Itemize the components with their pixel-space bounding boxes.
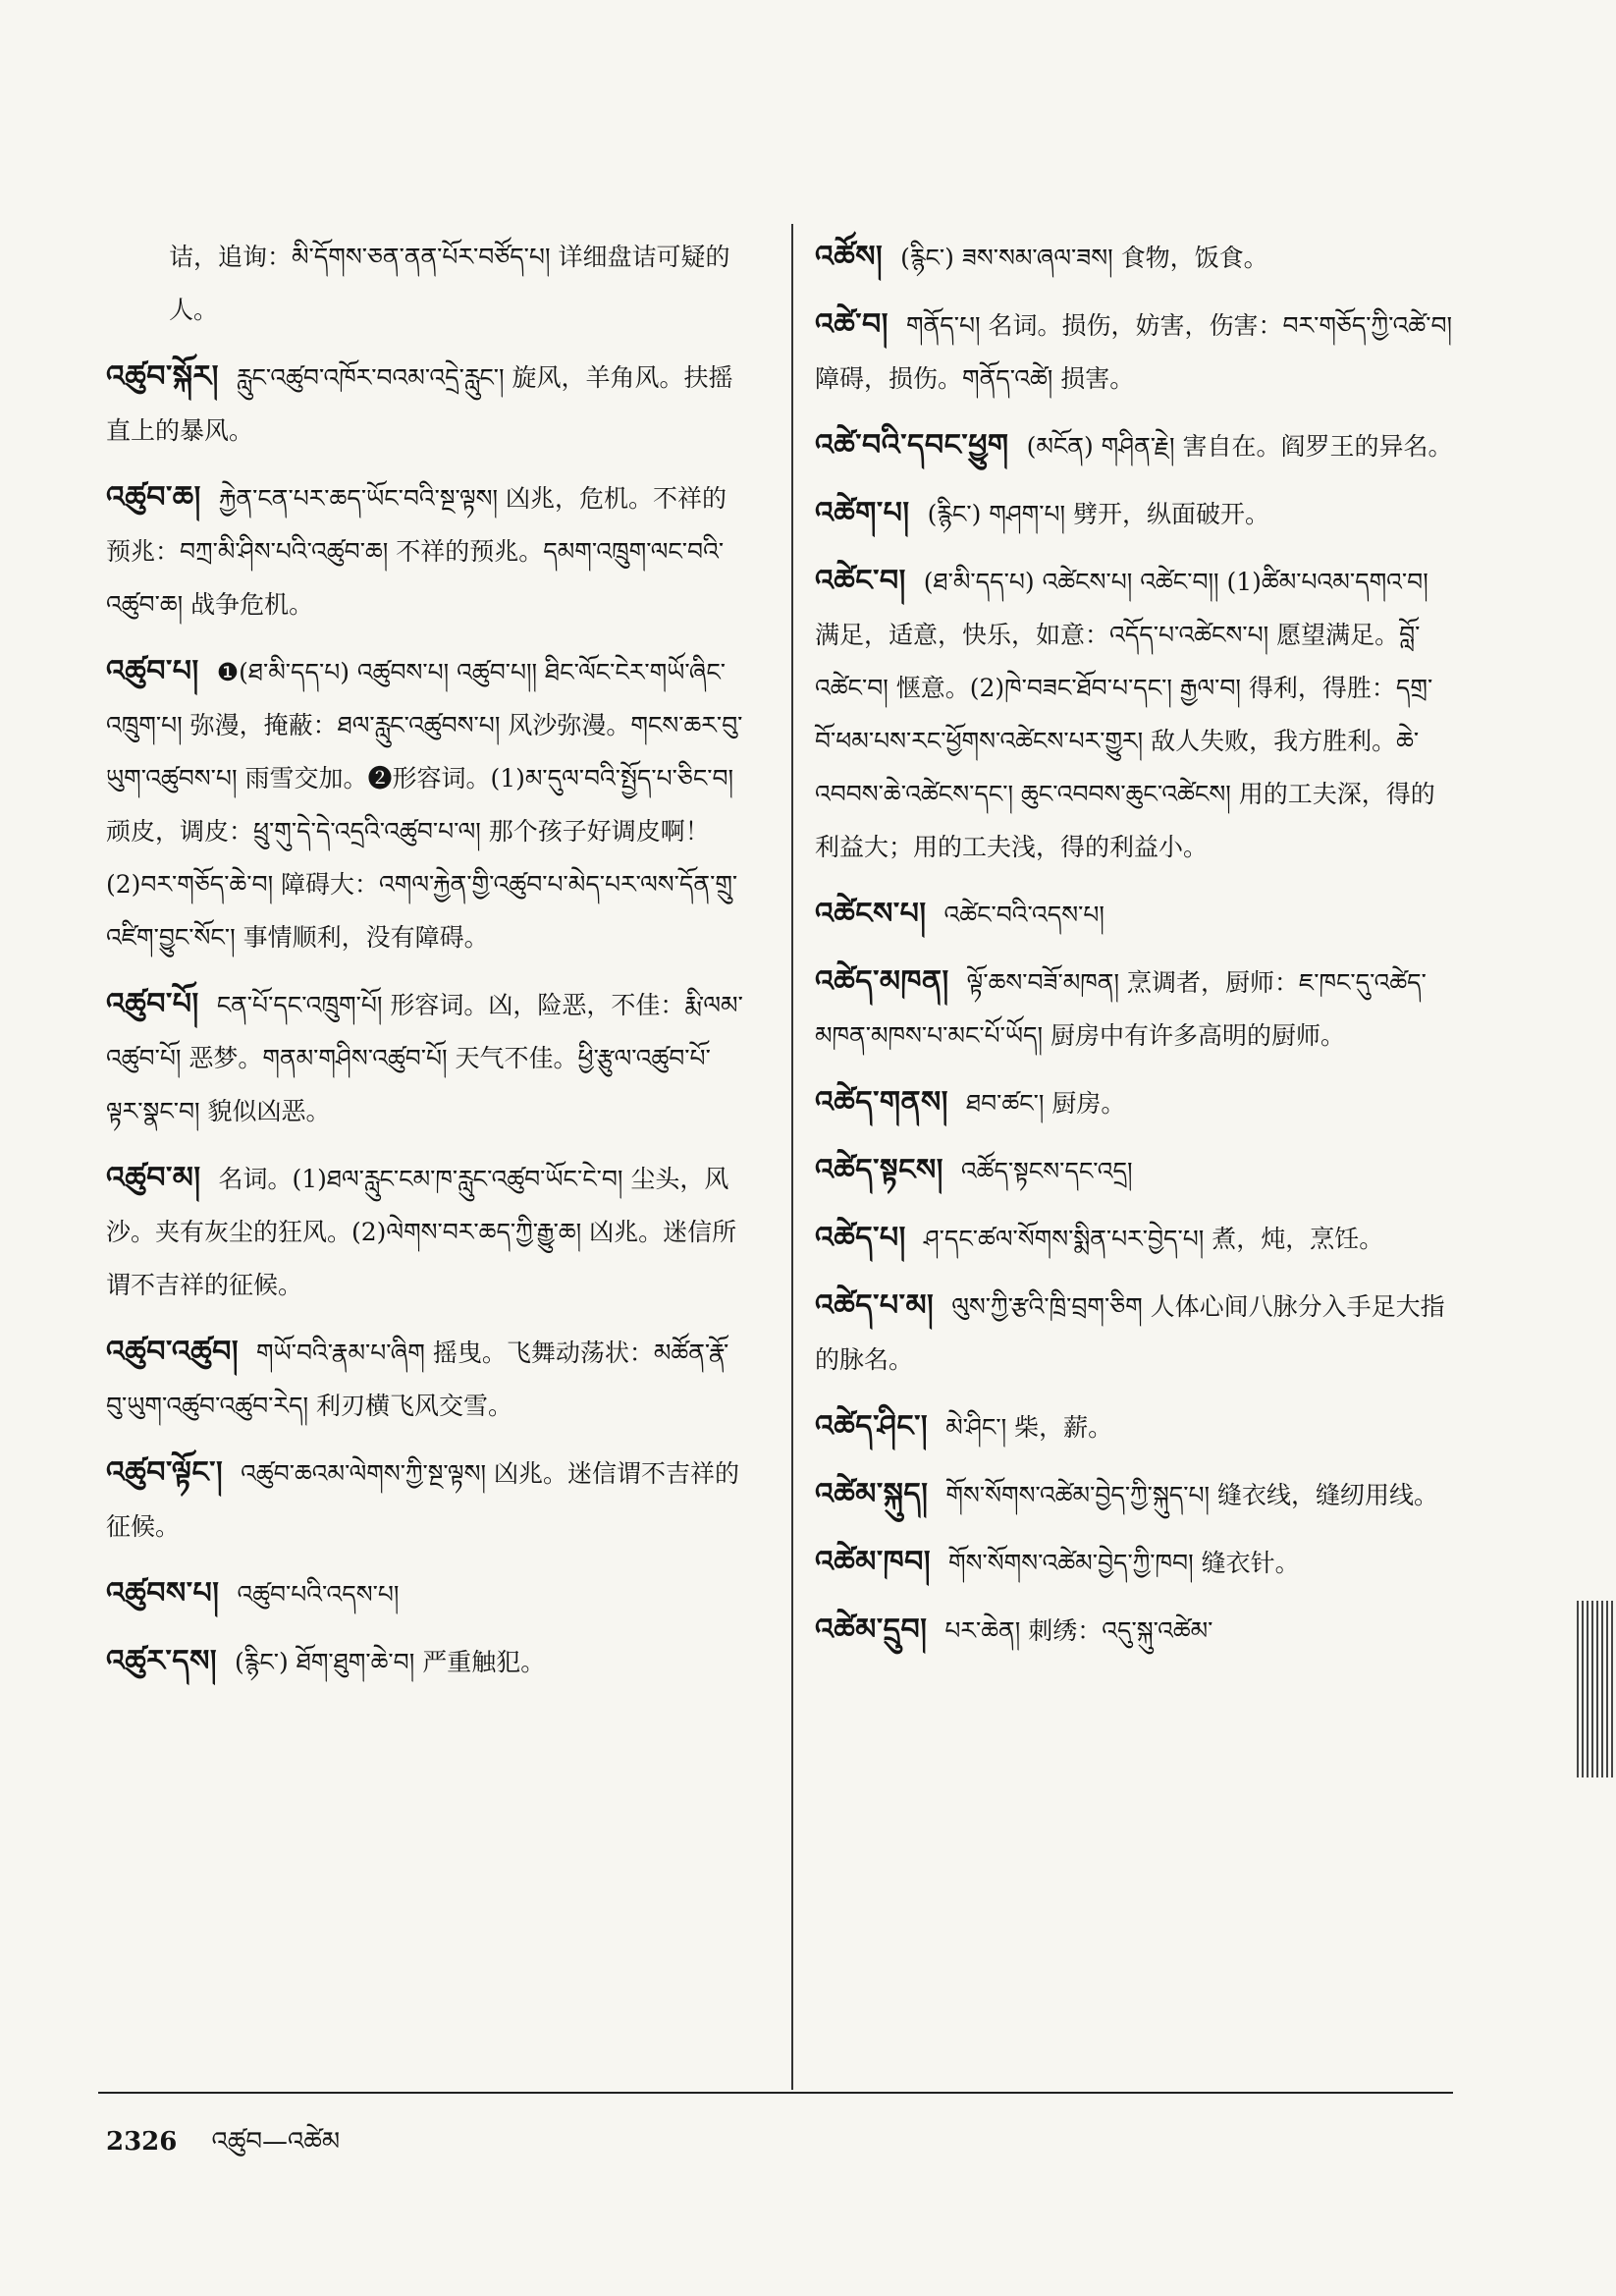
right-entry-list xyxy=(815,231,1453,1658)
entry-definition: ལུས་ཀྱི་རྩའི་ཁྲི་བྲག་ཅིག 人体心间八脉分入手足大指的脉名。 xyxy=(815,1292,1445,1374)
dictionary-entry xyxy=(815,1076,1453,1130)
entry-definition: རླུང་འཚུབ་འཁོར་བའམ་འདྲེ་རླུང་། 旋风，羊角风。扶摇直上的暴风。 xyxy=(106,363,733,445)
entry-headword: འཚུབ་པ། xyxy=(106,654,199,688)
entry-headword: འཚུབ་སྐོར། xyxy=(106,359,219,394)
entry-definition: (རྙིང་) ཐོག་ཐུག་ཆེ་བ། 严重触犯。 xyxy=(235,1648,546,1676)
entry-definition: མེ་ཤིང་། 柴，薪。 xyxy=(945,1413,1113,1442)
entry-headword: འཚེད་གནས། xyxy=(815,1085,948,1120)
entry-definition: འཚུབ་པའི་འདས་པ། xyxy=(237,1580,400,1609)
entry-headword: འཚེད་སྟངས། xyxy=(815,1153,943,1187)
dictionary-entry xyxy=(106,645,744,964)
entry-headword: འཚེངས་པ། xyxy=(815,897,927,931)
dictionary-entry xyxy=(815,1212,1453,1266)
scan-edge-mark xyxy=(1577,1601,1616,1777)
continued-entry: 诘，追询：མི་དོགས་ཅན་ནན་པོར་བཙོད་པ། 详细盘诘可疑的人。 xyxy=(169,243,730,324)
entry-headword: འཚེད་པ་མ། xyxy=(815,1288,935,1323)
entry-headword: འཚེད་པ། xyxy=(815,1221,906,1255)
dictionary-entry xyxy=(106,1326,744,1433)
column-divider xyxy=(791,224,793,2090)
entry-headword: འཚུབ་འཚུབ། xyxy=(106,1335,240,1369)
entry-definition: གནོད་པ། 名词。损伤，妨害，伤害：བར་གཅོད་ཀྱི་འཚེ་བ། 障碍，损伤。གནོད་འཚེ། 损害。 xyxy=(815,311,1453,393)
entry-headword: འཚུབ་པོ། xyxy=(106,987,199,1021)
entry-headword: འཚུར་དས། xyxy=(106,1644,218,1678)
dictionary-entry xyxy=(815,299,1453,406)
entry-definition: (རྙིང་) ཟས་སམ་ཞལ་ཟས། 食物，饭食。 xyxy=(900,244,1268,272)
right-column xyxy=(815,231,1453,1671)
entry-headword: འཚུབ་མ། xyxy=(106,1161,201,1195)
dictionary-entry xyxy=(106,978,744,1138)
entry-headword: འཚེམ་སྐུད། xyxy=(815,1477,929,1511)
entry-definition: འཚུབ་ཆའམ་ལེགས་ཀྱི་སྔ་ལྟས། 凶兆。迷信谓不吉祥的征候。 xyxy=(106,1459,739,1541)
page-footer xyxy=(106,2113,340,2185)
entry-headword: འཚུབ་ཆ། xyxy=(106,480,201,515)
page-range: འཚུབ—འཚེམ xyxy=(211,2127,341,2157)
dictionary-entry xyxy=(815,1536,1453,1590)
dictionary-entry xyxy=(815,956,1453,1063)
left-column xyxy=(106,231,744,1703)
entry-definition: ངན་པོ་དང་འཁྲུག་པོ། 形容词。凶，险恶，不佳：རྨི་ལམ་འཚུབ་པོ། 恶梦。གནམ་གཤིས་འཚུབ་པོ། 天气不佳。ཕྱི་རྩུལ་འཚུབ་པོ་ལྟར་སྣང་བ། 貌似凶恶。 xyxy=(106,991,743,1125)
entry-definition: (མངོན) གཤིན་རྗེ། 害自在。阎罗王的异名。 xyxy=(1026,432,1453,461)
dictionary-entry xyxy=(815,555,1453,874)
entry-headword: འཚོས། xyxy=(815,240,884,274)
entry-definition: འཚོད་སྟངས་དང་འདྲ། xyxy=(960,1157,1133,1185)
dictionary-entry xyxy=(815,231,1453,285)
entry-definition: གོས་སོགས་འཚེམ་བྱེད་ཀྱི་ཁབ། 缝衣针。 xyxy=(948,1549,1300,1577)
entry-definition: ལྟོ་ཆས་བཟོ་མཁན། 烹调者，厨师：ཇ་ཁང་དུ་འཚེད་མཁན་མཁས་པ་མང་པོ་ཡོད། 厨房中有许多高明的厨师。 xyxy=(815,968,1427,1050)
entry-headword: འཚེང་བ། xyxy=(815,564,906,598)
entry-definition: འཚེང་བའི་འདས་པ། xyxy=(943,901,1104,929)
dictionary-entry xyxy=(106,351,744,458)
entry-headword: འཚུབ་ལྟོང་། xyxy=(106,1455,224,1490)
dictionary-entry xyxy=(106,471,744,631)
entry-definition: ཐབ་ཚང་། 厨房。 xyxy=(965,1089,1126,1118)
entry-headword: འཚེམ་ཁབ། xyxy=(815,1545,932,1579)
page-number: 2326 xyxy=(106,2127,178,2157)
entry-headword: འཚེད་ཤིང་། xyxy=(815,1409,929,1444)
entry-definition: གོས་སོགས་འཚེམ་བྱེད་ཀྱི་སྐུད་པ། 缝衣线，缝纫用线。 xyxy=(945,1481,1439,1509)
dictionary-entry xyxy=(815,1144,1453,1198)
entry-definition: (ཐ་མི་དད་པ) འཚེངས་པ། འཚེང་བ།། (1)ཚིམ་པའམ་དགའ་བ། 满足，适意，快乐，如意：འདོད་པ་འཚེངས་པ། 愿望满足。བློ་འཚེང་བ། 惬意。(2)ཁེ་བཟང་ཐོབ་པ་དང་། རྒྱལ་བ། 得利，得胜：དགྲ་བོ་ཕམ་པས་རང་ཕྱོགས་འཚེངས་པར་གྱུར། 敌人失败，我方胜利。ཆེ་འབབས་ཆེ་འཚེངས་དང་། ཆུང་འབབས་ཆུང་འཚེངས། 用的工夫深，得的利益大；用的工夫浅，得的利益小。 xyxy=(815,568,1435,861)
dictionary-entry xyxy=(815,888,1453,942)
entry-definition: པར་ཆེན། 刺绣：འདུ་སྐུ་འཚེམ་ xyxy=(944,1616,1213,1645)
dictionary-entry xyxy=(815,1280,1453,1387)
footer-rule xyxy=(98,2092,1453,2094)
dictionary-entry xyxy=(815,419,1453,473)
left-entry-list xyxy=(106,351,744,1689)
entry-headword: འཚེག་པ། xyxy=(815,496,910,530)
entry-definition: 名词。(1)ཐལ་རླུང་ངམ་ཁ་རླུང་འཚུབ་ཡོང་ངེ་བ། 尘头，风沙。夹有灰尘的狂风。(2)ལེགས་བར་ཆད་ཀྱི་རྒྱུ་ཆ། 凶兆。迷信所谓不吉祥的征候。 xyxy=(106,1165,737,1299)
entry-headword: འཚུབས་པ། xyxy=(106,1576,220,1611)
entry-headword: འཚེམ་དྲུབ། xyxy=(815,1613,928,1647)
entry-definition: རྐྱེན་ངན་པར་ཆད་ཡོང་བའི་སྔ་ལྟས། 凶兆，危机。不祥的预兆：བཀྲ་མི་ཤིས་པའི་འཚུབ་ཆ། 不祥的预兆。དམག་འཁྲུག་ལང་བའི་འཚུབ་ཆ། 战争危机。 xyxy=(106,484,727,619)
dictionary-entry xyxy=(815,1468,1453,1522)
entry-headword: འཚེད་མཁན། xyxy=(815,964,949,999)
dictionary-entry xyxy=(106,1152,744,1312)
entry-headword: འཚེ་བའི་དབང་ཕྱུག xyxy=(815,428,1009,463)
dictionary-entry xyxy=(106,1567,744,1621)
dictionary-entry xyxy=(106,1447,744,1554)
dictionary-entry xyxy=(815,1400,1453,1454)
dictionary-entry xyxy=(106,1635,744,1689)
dictionary-entry xyxy=(815,1604,1453,1658)
entry-definition: གཡོ་བའི་རྣམ་པ་ཞིག 摇曳。飞舞动荡状：མཚོན་རྣོ་བུ་ཡུག་འཚུབ་འཚུབ་རེད། 利刃横飞风交雪。 xyxy=(106,1339,729,1420)
entry-definition: ❶(ཐ་མི་དད་པ) འཚུབས་པ། འཚུབ་པ།། ཐིང་ལོང་ངེར་གཡོ་ཞིང་འཁྲུག་པ། 弥漫，掩蔽：ཐལ་རླུང་འཚུབས་པ། 风沙弥漫。གངས་ཆར་བུ་ཡུག་འཚུབས་པ། 雨雪交加。❷形容词。(1)མ་དུལ་བའི་སྤྱོད་པ་ཅིང་བ། 顽皮，调皮：ཕྲུ་གུ་དེ་དེ་འདྲའི་འཚུབ་པ་ལ། 那个孩子好调皮啊！(2)བར་གཅོད་ཆེ་བ། 障碍大：འགལ་རྐྱེན་གྱི་འཚུབ་པ་མེད་པར་ལས་དོན་གྲུ་འཛིག་བྱུང་སོང་། 事情顺利，没有障碍。 xyxy=(106,658,743,952)
entry-definition: (རྙིང་) གཤག་པ། 劈开，纵面破开。 xyxy=(927,500,1270,528)
entry-definition: ཤ་དང་ཚལ་སོགས་སྨིན་པར་བྱེད་པ། 煮，炖，烹饪。 xyxy=(923,1225,1384,1253)
dictionary-entry xyxy=(815,487,1453,541)
entry-headword: འཚེ་བ། xyxy=(815,307,889,342)
